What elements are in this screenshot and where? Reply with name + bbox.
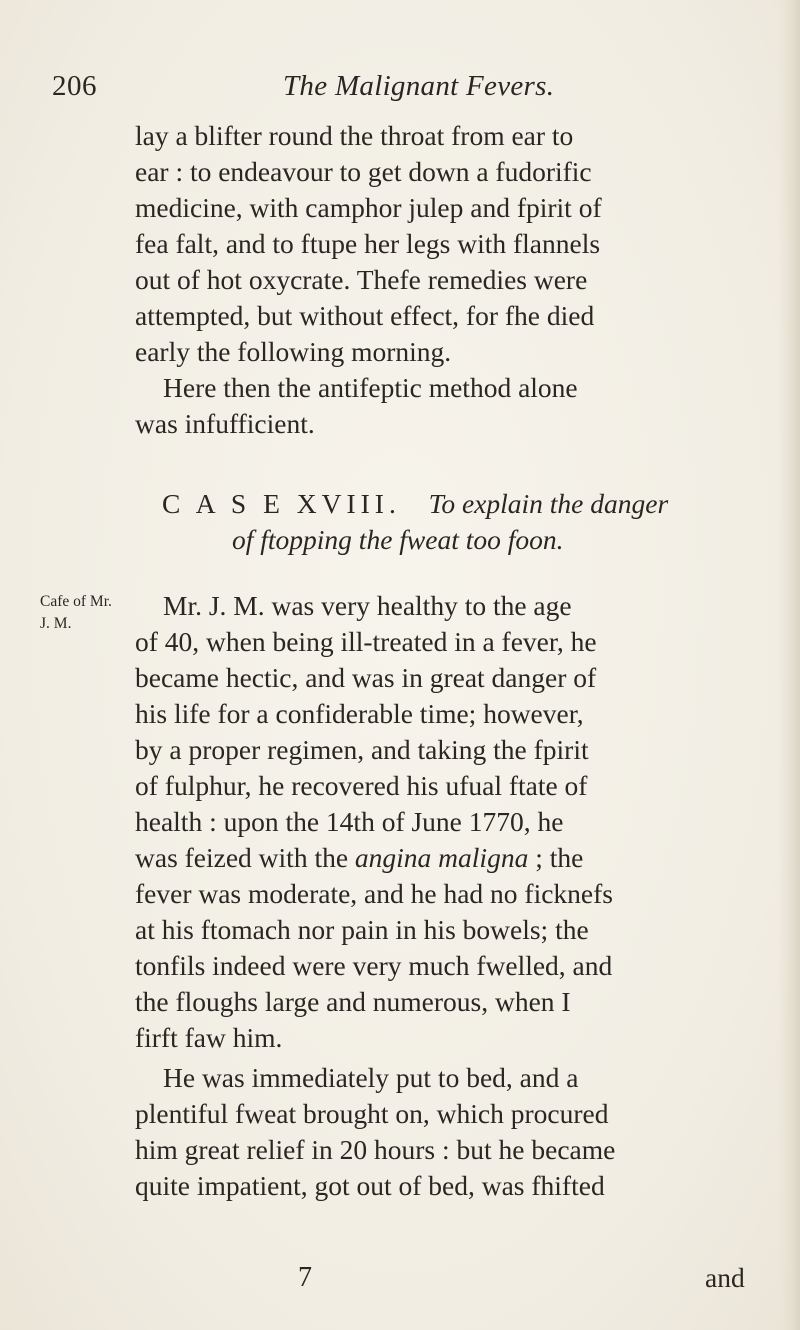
text-line: lay a blifter round the throat from ear to [135, 120, 574, 151]
text-line: of 40, when being ill-treated in a fever, he [135, 626, 597, 657]
signature-mark: 7 [298, 1262, 312, 1293]
text-line: ear : to endeavour to get down a fudorific [135, 156, 592, 187]
text-segment: ; the [528, 842, 584, 873]
text-line: became hectic, and was in great danger of [135, 662, 597, 693]
page-header [52, 70, 740, 110]
text-line: him great relief in 20 hours : but he became [135, 1134, 616, 1165]
margin-note-line-2: J. M. [40, 615, 72, 632]
text-segment: was feized with the [135, 842, 355, 873]
text-line: He was immediately put to bed, and a [163, 1062, 579, 1093]
text-line: his life for a confiderable time; however, [135, 698, 584, 729]
catchword: and [705, 1262, 745, 1293]
text-line: out of hot oxycrate. Thefe remedies were [135, 264, 588, 295]
text-line: tonfils indeed were very much fwelled, and [135, 950, 613, 981]
text-line: was infufficient. [135, 408, 315, 439]
text-line: fea falt, and to ftupe her legs with flannels [135, 228, 601, 259]
text-line: health : upon the 14th of June 1770, he [135, 806, 564, 837]
text-line: early the following morning. [135, 336, 452, 367]
text-line: at his ftomach nor pain in his bowels; the [135, 914, 589, 945]
text-line: attempted, but without effect, for fhe died [135, 300, 595, 331]
text-line: quite impatient, got out of bed, was fhifted [135, 1170, 605, 1201]
page-edge-shadow [778, 0, 800, 1330]
page-footer [0, 1262, 800, 1298]
case-title-line-1: To explain the danger [428, 488, 669, 519]
text-line: of fulphur, he recovered his ufual ftate of [135, 770, 588, 801]
running-title: The Malignant Fevers. [283, 70, 555, 102]
margin-note-line-1: Cafe of Mr. [40, 593, 112, 610]
case-label: C A S E XVIII. [162, 488, 401, 519]
case-title-line-2: of ftopping the fweat too foon. [232, 524, 564, 555]
text-line: Here then the antifeptic method alone [163, 372, 578, 403]
text-line: plentiful fweat brought on, which procured [135, 1098, 609, 1129]
text-line: Mr. J. M. was very healthy to the age [163, 590, 572, 621]
text-line: medicine, with camphor julep and fpirit of [135, 192, 602, 223]
italic-term: angina maligna [354, 842, 529, 873]
text-line: firft faw him. [135, 1022, 283, 1053]
text-line: fever was moderate, and he had no ficknefs [135, 878, 613, 909]
text-line-with-italic [135, 840, 583, 876]
page-number: 206 [52, 70, 97, 102]
text-line: by a proper regimen, and taking the fpirit [135, 734, 589, 765]
text-line: the floughs large and numerous, when I [135, 986, 571, 1017]
